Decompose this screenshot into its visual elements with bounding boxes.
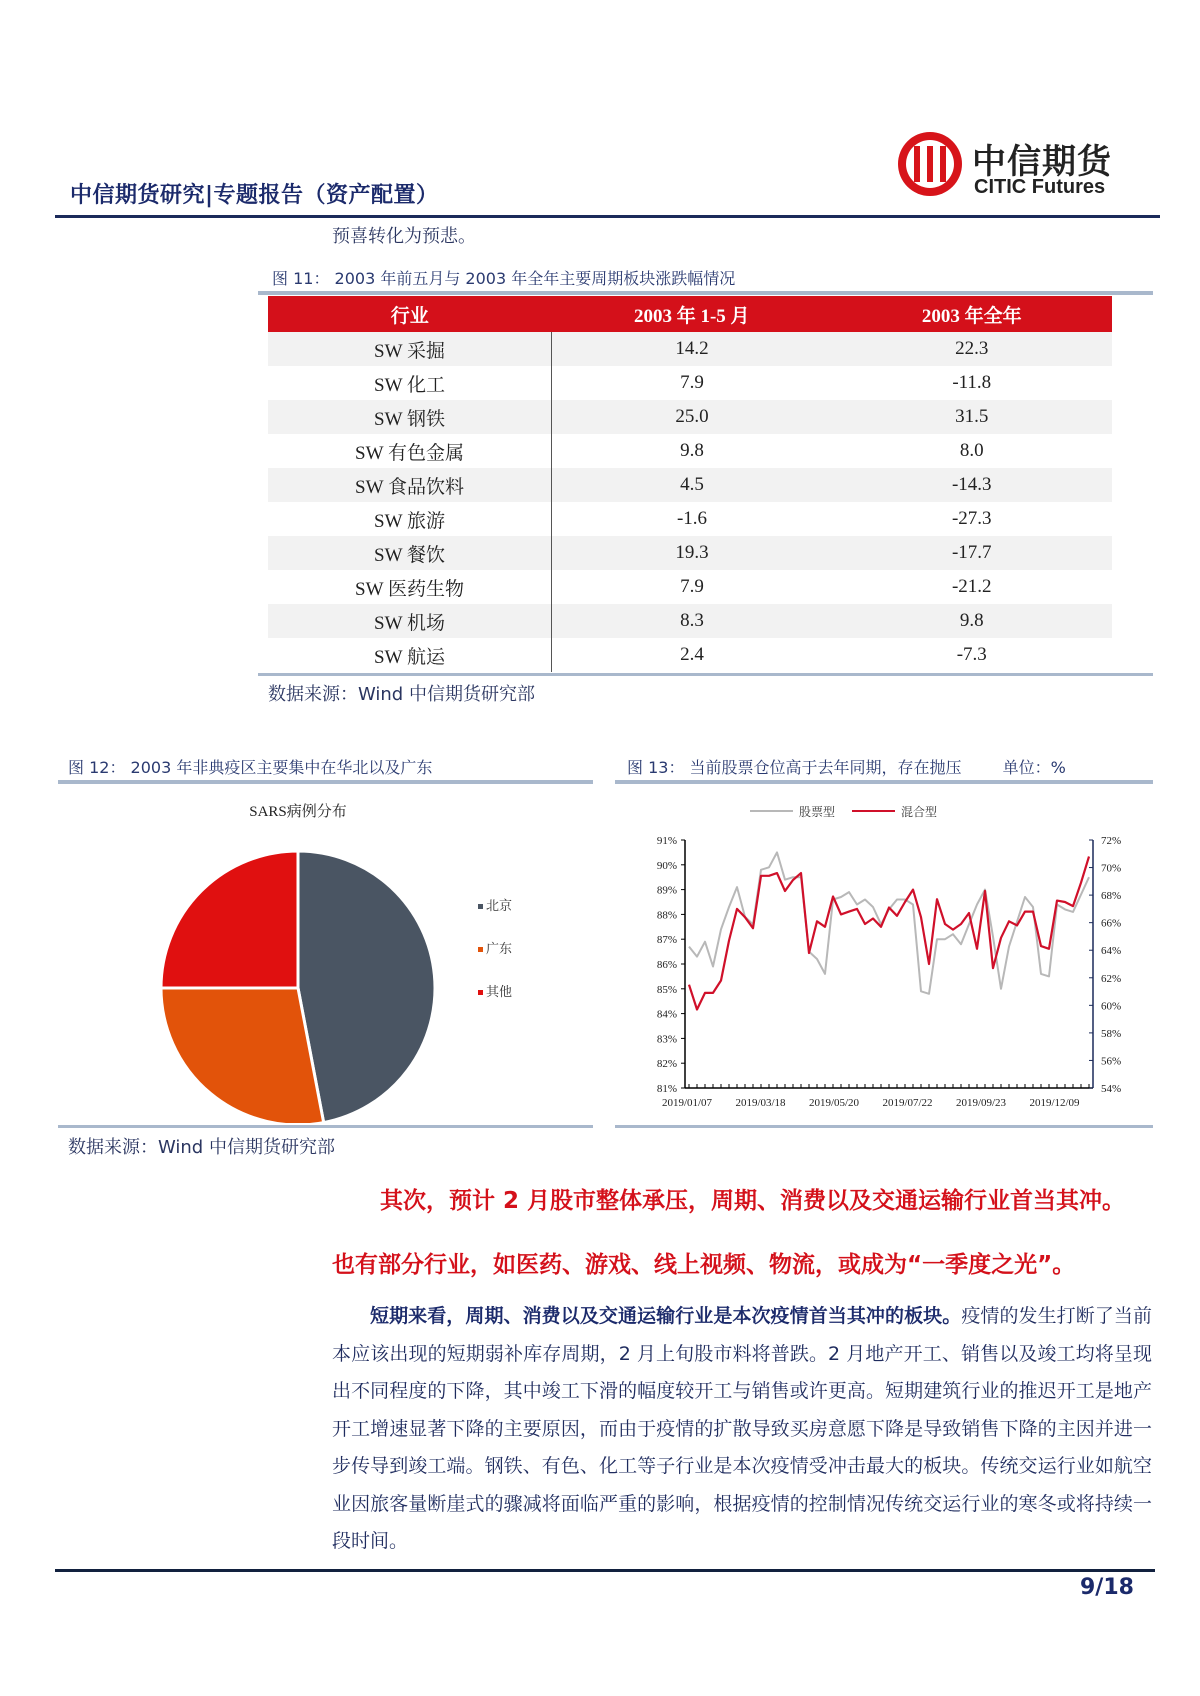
table-row (268, 400, 1112, 434)
pie-title: SARS病例分布 (249, 804, 347, 820)
right-tick-label: 58% (1101, 1027, 1122, 1040)
intro-text: 预喜转化为预悲。 (332, 226, 476, 247)
left-tick-label: 84% (656, 1008, 677, 1021)
value-cell: 8.0 (959, 440, 984, 461)
sector-performance-table (268, 296, 1112, 672)
figure11-caption: 图 11： 2003 年前五月与 2003 年全年主要周期板块涨跌幅情况 (272, 269, 736, 288)
sector-name-cell: SW 采掘 (268, 332, 552, 366)
value-cell: 22.3 (832, 332, 1112, 366)
figure12-caption-bar (58, 780, 593, 784)
sector-name-cell: SW 旅游 (268, 502, 552, 536)
figure12-caption: 图 12： 2003 年非典疫区主要集中在华北以及广东 (68, 758, 433, 777)
table-row (268, 332, 1112, 366)
citic-futures-logo (898, 132, 1138, 202)
right-tick-label: 56% (1101, 1055, 1122, 1068)
figure13-caption (627, 755, 1066, 778)
column-header: 2003 年 1-5 月 (552, 296, 833, 332)
value-cell: 9.8 (680, 440, 704, 461)
value-cell: -1.6 (676, 508, 708, 529)
sector-name-cell: SW 有色金属 (268, 434, 552, 468)
logo-text-cn: 中信期货 (972, 142, 1112, 182)
figure11-source: 数据来源：Wind 中信期货研究部 (268, 684, 535, 705)
figure13-bottom-rule (615, 1125, 1153, 1128)
paragraph-lead: 短期来看，周期、消费以及交通运输行业是本次疫情首当其冲的板块。 (370, 1305, 962, 1327)
sars-pie-chart (58, 788, 593, 1123)
legend-swatch (478, 947, 483, 952)
pie-chart-svg (58, 788, 593, 1123)
value-cell: 25.0 (552, 400, 833, 434)
value-cell: 2.4 (680, 644, 704, 665)
figure13-caption-bar (615, 780, 1153, 784)
sector-name-cell: SW 钢铁 (268, 400, 552, 434)
highlight-line-2: 也有部分行业，如医药、游戏、线上视频、物流，或成为“一季度之光”。 (332, 1252, 1076, 1278)
legend-swatch (478, 904, 483, 909)
pie-slice-2 (161, 851, 298, 988)
legend-label: 北京 (486, 899, 513, 914)
table-bottom-rule (258, 673, 1153, 676)
column-header: 行业 (268, 296, 552, 332)
right-tick-label: 64% (1101, 945, 1122, 958)
left-tick-label: 81% (656, 1083, 677, 1095)
legend-label: 广东 (486, 942, 513, 957)
table-row (268, 570, 1112, 604)
value-cell: 14.2 (552, 332, 833, 366)
table-row (268, 434, 1112, 468)
value-cell: 7.9 (680, 576, 704, 597)
table-row (268, 536, 1112, 570)
position-line-chart (615, 788, 1153, 1123)
header-divider (55, 215, 1160, 218)
sector-name-cell: SW 航运 (268, 638, 552, 672)
x-tick-label: 2019/03/18 (735, 1097, 786, 1109)
column-header: 2003 年全年 (832, 296, 1112, 332)
table-row (268, 468, 1112, 502)
sector-name-cell: SW 医药生物 (268, 570, 552, 604)
highlight-line-1: 其次，预计 2 月股市整体承压，周期、消费以及交通运输行业首当其冲。 (380, 1188, 1126, 1214)
left-tick-label: 87% (656, 934, 677, 947)
right-tick-label: 66% (1101, 917, 1122, 930)
x-tick-label: 2019/01/07 (661, 1097, 713, 1109)
figures-source: 数据来源：Wind 中信期货研究部 (68, 1137, 335, 1158)
right-tick-label: 70% (1101, 862, 1122, 875)
right-tick-label: 54% (1101, 1083, 1122, 1095)
figure13-title: 图 13： 当前股票仓位高于去年同期，存在抛压 (627, 758, 962, 777)
left-tick-label: 82% (656, 1058, 677, 1071)
left-tick-label: 86% (656, 959, 677, 971)
left-tick-label: 89% (656, 884, 677, 897)
value-cell: 7.9 (680, 372, 704, 393)
report-title: 中信期货研究|专题报告（资产配置） (70, 183, 439, 208)
value-cell: 19.3 (552, 536, 833, 570)
x-tick-label: 2019/12/09 (1029, 1097, 1080, 1109)
series-hybrid-line (689, 857, 1089, 1010)
legend-label-hybrid: 混合型 (901, 805, 938, 819)
figure13-unit: 单位：% (1002, 758, 1066, 777)
line-chart-svg (615, 788, 1153, 1123)
table-row (268, 366, 1112, 400)
x-tick-label: 2019/07/22 (882, 1097, 933, 1109)
footer-divider (55, 1569, 1155, 1572)
page-number: 9/18 (1080, 1575, 1134, 1600)
figure12-bottom-rule (58, 1125, 593, 1128)
x-tick-label: 2019/09/23 (955, 1097, 1007, 1109)
table-row (268, 502, 1112, 536)
value-cell: -17.7 (832, 536, 1112, 570)
table-header-row (268, 296, 1112, 332)
table-row (268, 638, 1112, 672)
left-tick-label: 83% (656, 1033, 677, 1046)
logo-text-en: CITIC Futures (974, 176, 1106, 198)
x-tick-label: 2019/05/20 (808, 1097, 860, 1109)
right-tick-label: 72% (1101, 835, 1122, 847)
sector-name-cell: SW 机场 (268, 604, 552, 638)
left-tick-label: 85% (656, 983, 677, 996)
right-tick-label: 60% (1101, 1000, 1122, 1013)
legend-label: 其他 (486, 985, 513, 1000)
pie-slice-1 (161, 988, 324, 1123)
value-cell: 8.3 (552, 604, 833, 638)
left-tick-label: 91% (656, 835, 677, 847)
pie-slice-0 (298, 851, 435, 1123)
paragraph-body: 疫情的发生打断了当前本应该出现的短期弱补库存周期，2 月上旬股市料将普跌。2 月地产开工、销售以及竣工均将呈现出不同程度的下降，其中竣工下滑的幅度较开工与销售或许更高。短期建筑行业的推迟开工是地产开工增速显著下降的主要原因，而由于疫情的扩散导致买房意愿下降是导致销售下降的主因并进一步传导到竣工端。钢铁、有色、化工等子行业是本次疫情受冲击最大的板块。传统交运行业如航空业因旅客量断崖式的骤减将面临严重的影响，根据疫情的控制情况传统交运行业的寒冬或将持续一段时间。 (332, 1305, 1152, 1552)
right-tick-label: 68% (1101, 890, 1122, 903)
figure11-caption-bar (258, 291, 1153, 295)
value-cell: -7.3 (956, 644, 987, 665)
value-cell: 31.5 (832, 400, 1112, 434)
value-cell: -27.3 (951, 508, 992, 529)
body-paragraph (332, 1298, 1152, 1561)
value-cell: 4.5 (552, 468, 833, 502)
legend-swatch (478, 990, 483, 995)
legend-label-stock: 股票型 (799, 805, 836, 819)
sector-name-cell: SW 食品饮料 (268, 468, 552, 502)
value-cell: 9.8 (832, 604, 1112, 638)
sector-name-cell: SW 餐饮 (268, 536, 552, 570)
value-cell: -14.3 (832, 468, 1112, 502)
value-cell: -21.2 (951, 576, 992, 597)
left-tick-label: 88% (656, 909, 677, 922)
left-tick-label: 90% (656, 859, 677, 872)
right-tick-label: 62% (1101, 972, 1122, 985)
table-row (268, 604, 1112, 638)
value-cell: -11.8 (952, 372, 992, 393)
sector-name-cell: SW 化工 (268, 366, 552, 400)
